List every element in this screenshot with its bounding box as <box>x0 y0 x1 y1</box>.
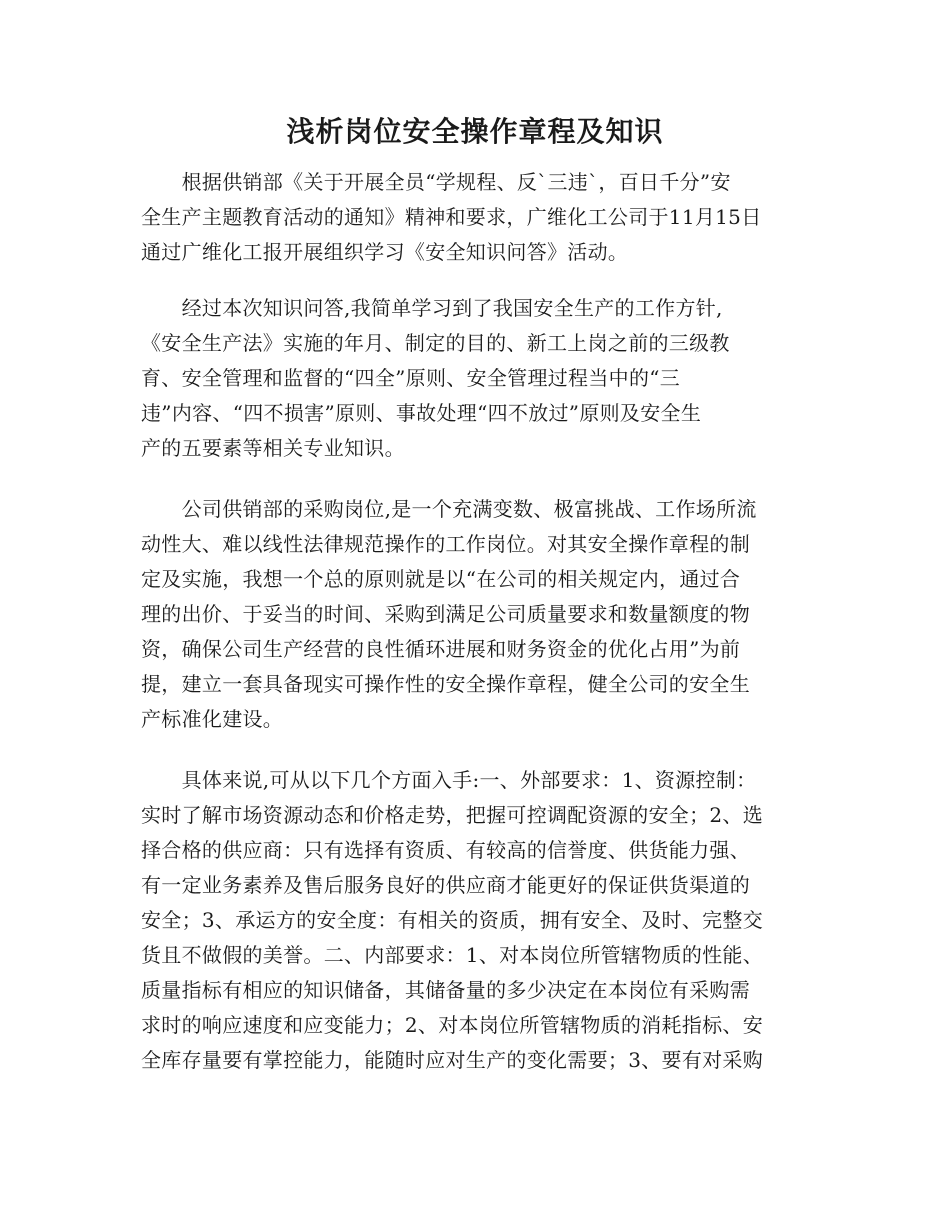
paragraph-line: 公司供销部的采购岗位,是一个充满变数、极富挑战、工作场所流 <box>141 497 757 521</box>
paragraph-line: 产的五要素等相关专业知识。 <box>141 436 405 460</box>
paragraph-line: 提，建立一套具备现实可操作性的安全操作章程，健全公司的安全生 <box>141 672 750 696</box>
paragraph-line: 择合格的供应商：只有选择有资质、有较高的信誉度、供货能力强、 <box>141 838 750 862</box>
paragraph-line: 安全；3、承运方的安全度：有相关的资质，拥有安全、及时、完整交 <box>141 908 764 932</box>
paragraph-line: 定及实施，我想一个总的原则就是以“在公司的相关规定内，通过合 <box>141 567 741 591</box>
paragraph-line: 实时了解市场资源动态和价格走势，把握可控调配资源的安全；2、选 <box>141 803 764 827</box>
paragraph-line: 育、安全管理和监督的“四全”原则、安全管理过程当中的“三 <box>141 366 681 390</box>
document-title: 浅析岗位安全操作章程及知识 <box>286 115 664 148</box>
paragraph-line: 动性大、难以线性法律规范操作的工作岗位。对其安全操作章程的制 <box>141 532 750 556</box>
paragraph-line: 货且不做假的美誉。二、内部要求：1、对本岗位所管辖物质的性能、 <box>141 943 764 967</box>
paragraph-line: 质量指标有相应的知识储备，其储备量的多少决定在本岗位有采购需 <box>141 978 750 1002</box>
paragraph-line: 理的出价、于妥当的时间、采购到满足公司质量要求和数量额度的物 <box>141 602 750 626</box>
paragraph-3 <box>141 492 813 737</box>
paragraph-line: 求时的响应速度和应变能力；2、对本岗位所管辖物质的消耗指标、安 <box>141 1013 764 1037</box>
paragraph-line: 《安全生产法》实施的年月、制定的目的、新工上岗之前的三级教 <box>141 331 730 355</box>
paragraph-line: 全库存量要有掌控能力，能随时应对生产的变化需要；3、要有对采购 <box>141 1048 764 1072</box>
paragraph-line: 资，确保公司生产经营的良性循环进展和财务资金的优化占用”为前 <box>141 637 741 661</box>
paragraph-line: 根据供销部《关于开展全员“学规程、反`三违`，百日千分”安 <box>141 170 731 194</box>
paragraph-line: 具体来说,可从以下几个方面入手:一、外部要求：1、资源控制： <box>141 768 757 792</box>
paragraph-line: 产标准化建设。 <box>141 707 284 731</box>
paragraph-line: 全生产主题教育活动的通知》精神和要求，广维化工公司于11月15日 <box>141 205 762 229</box>
paragraph-1 <box>141 165 813 270</box>
paragraph-4 <box>141 763 813 1078</box>
paragraph-2 <box>141 291 813 466</box>
paragraph-line: 有一定业务素养及售后服务良好的供应商才能更好的保证供货渠道的 <box>141 873 750 897</box>
paragraph-line: 经过本次知识问答,我简单学习到了我国安全生产的工作方针, <box>141 296 723 320</box>
paragraph-line: 违”内容、“四不损害”原则、事故处理“四不放过”原则及安全生 <box>141 401 702 425</box>
paragraph-line: 通过广维化工报开展组织学习《安全知识问答》活动。 <box>141 240 629 264</box>
